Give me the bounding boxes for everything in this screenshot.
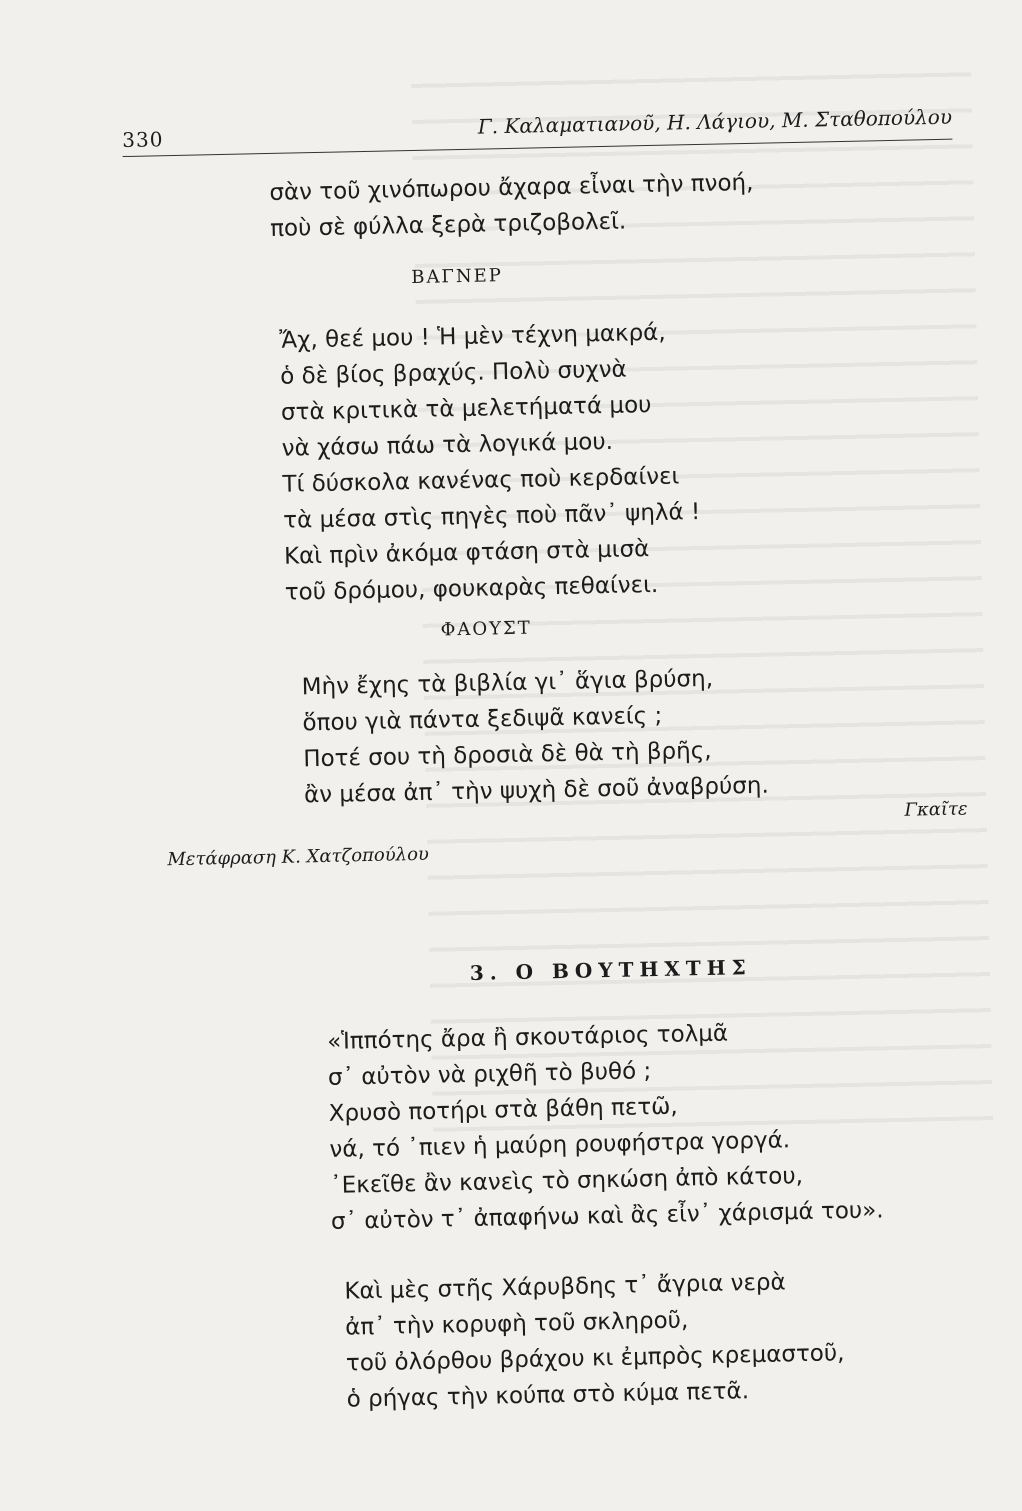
speaker-faust: ΦΑΟΥΣΤ bbox=[440, 617, 532, 641]
verse-line: τὰ μέσα στὶς πηγὲς ποὺ πᾶν᾽ ψηλά ! bbox=[283, 499, 701, 534]
speaker-wagner: ΒΑΓΝΕΡ bbox=[411, 265, 504, 289]
verse-line: σ᾽ αὐτὸν νὰ ριχθῆ τὸ βυθό ; bbox=[327, 1058, 652, 1091]
running-head: Γ. Καλαματιανοῦ, Η. Λάγιου, Μ. Σταθοπούλου bbox=[477, 104, 953, 139]
verse-line: ποὺ σὲ φύλλα ξερὰ τριζοβολεῖ. bbox=[269, 208, 627, 242]
verse-line: σὰν τοῦ χινόπωρου ἄχαρα εἶναι τὴν πνοή, bbox=[269, 169, 754, 206]
verse-line: Τί δύσκολα κανένας ποὺ κερδαίνει bbox=[282, 463, 680, 498]
verse-line: ὅπου γιὰ πάντα ξεδιψᾶ κανείς ; bbox=[302, 702, 663, 737]
stanza-1 bbox=[269, 165, 754, 247]
verse-line: ἂν μέσα ἀπ᾽ τὴν ψυχὴ δὲ σοῦ ἀναβρύση. bbox=[303, 772, 770, 809]
author-signature: Γκαῖτε bbox=[904, 798, 968, 821]
verse-line: στὰ κριτικὰ τὰ μελετήματά μου bbox=[280, 392, 652, 426]
stanza-3 bbox=[301, 660, 769, 814]
stanza-5 bbox=[344, 1263, 846, 1417]
verse-line: Ἄχ, θεέ μου ! Ἡ μὲν τέχνη μακρά, bbox=[279, 319, 666, 354]
verse-line: ὁ ρήγας τὴν κούπα στὸ κύμα πετᾶ. bbox=[346, 1378, 750, 1413]
verse-line: «Ἱππότης ἄρα ἢ σκουτάριος τολμᾶ bbox=[326, 1020, 729, 1055]
verse-line: ὁ δὲ βίος βραχύς. Πολὺ συχνὰ bbox=[280, 356, 627, 390]
verse-line: Ποτέ σου τὴ δροσιὰ δὲ θὰ τὴ βρῆς, bbox=[303, 737, 712, 773]
verse-line: Μὴν ἔχης τὰ βιβλία γι᾽ ἅγια βρύση, bbox=[301, 665, 714, 701]
verse-line: νὰ χάσω πάω τὰ λογικά μου. bbox=[281, 428, 614, 462]
verse-line: Χρυσὸ ποτήρι στὰ βάθη πετῶ, bbox=[328, 1093, 678, 1127]
section-title: 3. Ο ΒΟΥΤΗΧΤΗΣ bbox=[469, 955, 753, 985]
verse-line: Καὶ μὲς στῆς Χάρυβδης τ᾽ ἄγρια νερὰ bbox=[344, 1269, 786, 1305]
verse-line: τοῦ ὀλόρθου βράχου κι ἐμπρὸς κρεμαστοῦ, bbox=[345, 1340, 845, 1377]
verse-line: σ᾽ αὐτὸν τ᾽ ἀπαφήνω καὶ ἂς εἶν᾽ χάρισμά του». bbox=[330, 1197, 884, 1235]
stanza-2 bbox=[279, 314, 702, 611]
stanza-4 bbox=[327, 1012, 884, 1240]
verse-line: τοῦ δρόμου, φουκαρὰς πεθαίνει. bbox=[284, 571, 659, 606]
verse-line: νά, τό ᾽πιεν ἡ μαύρη ρουφήστρα γοργά. bbox=[329, 1127, 791, 1163]
page-number: 330 bbox=[122, 127, 164, 153]
verse-line: Καὶ πρὶν ἀκόμα φτάση στὰ μισὰ bbox=[283, 536, 650, 570]
verse-line: ἀπ᾽ τὴν κορυφὴ τοῦ σκληροῦ, bbox=[344, 1307, 689, 1341]
translation-credit: Μετάφραση Κ. Χατζοπούλου bbox=[167, 843, 430, 871]
verse-line: ᾽Εκεῖθε ἂν κανεὶς τὸ σηκώση ἀπὸ κάτου, bbox=[329, 1163, 804, 1199]
